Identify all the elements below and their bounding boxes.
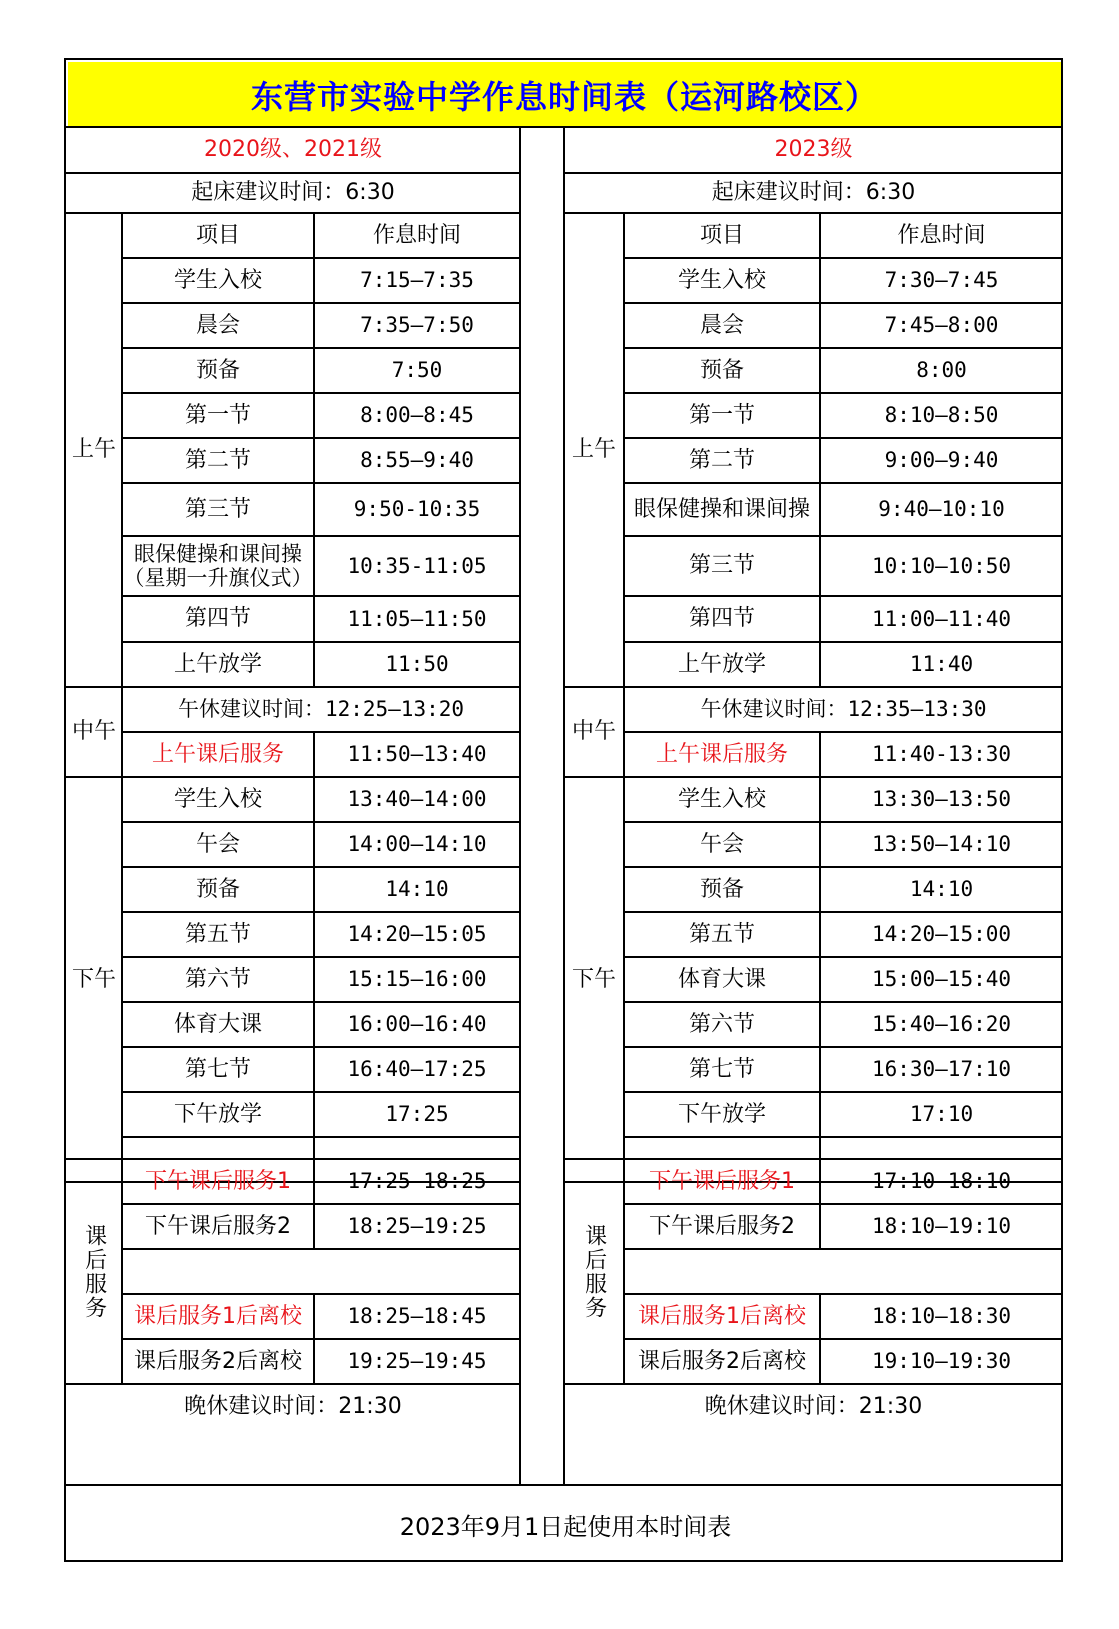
morning-time: 10:10—10:50 xyxy=(871,553,1012,578)
afternoon-item: 午会 xyxy=(699,831,744,857)
morning-label: 上午 xyxy=(571,437,616,463)
morning-item: 第一节 xyxy=(184,402,251,428)
header-item: 项目 xyxy=(699,222,744,248)
morning-item: 眼保健操和课间操 xyxy=(633,496,810,522)
noon-label: 中午 xyxy=(71,719,116,745)
leave-item: 课后服务2后离校 xyxy=(638,1348,806,1374)
grid-line xyxy=(121,213,123,777)
leave-time: 18:10—18:30 xyxy=(871,1304,1012,1329)
morning-time: 8:00—8:45 xyxy=(360,403,474,428)
morning-time: 11:00—11:40 xyxy=(871,606,1012,631)
grid-line xyxy=(623,213,625,777)
grade-heading: 2020级、2021级 xyxy=(204,137,382,163)
page-title: 东营市实验中学作息时间表（运河路校区） xyxy=(68,62,1061,127)
afternoon-item: 第五节 xyxy=(688,921,755,947)
leave-item: 课后服务2后离校 xyxy=(134,1348,302,1374)
morning-item: 第四节 xyxy=(184,606,251,632)
grid-line xyxy=(121,1159,123,1384)
afternoon-item: 第七节 xyxy=(688,1056,755,1082)
afternoon-time: 13:30—13:50 xyxy=(871,787,1012,812)
morning-time: 9:00—9:40 xyxy=(884,448,999,473)
morning-item: 学生入校 xyxy=(677,267,766,293)
morning-label: 上午 xyxy=(71,437,116,463)
morning-time: 9:40—10:10 xyxy=(878,497,1005,522)
afternoon-time: 17:10 xyxy=(909,1102,974,1127)
wake-time: 起床建议时间：6:30 xyxy=(191,180,395,206)
grid-line xyxy=(122,1248,520,1250)
service-item: 下午课后服务1 xyxy=(145,1168,291,1194)
service-label: 课后服务 xyxy=(81,1223,107,1320)
afternoon-time: 14:10 xyxy=(909,877,974,902)
afternoon-time: 13:50—14:10 xyxy=(871,832,1012,857)
afternoon-time: 17:25 xyxy=(385,1102,449,1127)
morning-time: 7:15—7:35 xyxy=(360,268,474,293)
grade-heading: 2023级 xyxy=(774,137,853,163)
leave-time: 19:10—19:30 xyxy=(871,1349,1012,1374)
afternoon-item: 第七节 xyxy=(184,1056,251,1082)
morning-item: 第一节 xyxy=(688,402,755,428)
grid-line xyxy=(624,1136,1063,1138)
afternoon-time: 14:20—15:00 xyxy=(871,922,1012,947)
grid-line xyxy=(819,1159,821,1249)
morning-time: 8:10—8:50 xyxy=(884,403,999,428)
morning-item: 第二节 xyxy=(688,447,755,473)
service-time: 17:25—18:25 xyxy=(347,1169,487,1194)
morning-time: 11:50 xyxy=(385,652,449,677)
afternoon-item: 预备 xyxy=(699,876,744,902)
afternoon-item: 第六节 xyxy=(184,966,251,992)
afternoon-item: 体育大课 xyxy=(173,1011,262,1037)
afternoon-time: 14:00—14:10 xyxy=(347,832,487,857)
morning-time: 8:55—9:40 xyxy=(360,448,474,473)
afternoon-item: 体育大课 xyxy=(677,966,766,992)
morning-item: 学生入校 xyxy=(173,267,262,293)
morning-item: 晨会 xyxy=(195,312,240,338)
header-time: 作息时间 xyxy=(372,222,461,248)
noon-rest-time: 午休建议时间：12:25—13:20 xyxy=(177,697,465,722)
effective-date-note: 2023年9月1日起使用本时间表 xyxy=(399,1512,732,1541)
afternoon-time: 16:30—17:10 xyxy=(871,1057,1012,1082)
grid-line xyxy=(313,1159,315,1249)
leave-item: 课后服务1后离校 xyxy=(134,1303,302,1329)
morning-time: 7:35—7:50 xyxy=(360,313,474,338)
service-item: 下午课后服务1 xyxy=(649,1168,795,1194)
grid-line xyxy=(313,213,315,687)
grid-line xyxy=(819,1294,821,1384)
sleep-time: 晚休建议时间：21:30 xyxy=(704,1393,923,1419)
noon-service-item: 上午课后服务 xyxy=(151,741,284,767)
afternoon-time: 15:00—15:40 xyxy=(871,967,1012,992)
afternoon-label: 下午 xyxy=(71,966,116,992)
grid-line xyxy=(624,1248,1063,1250)
afternoon-time: 15:15—16:00 xyxy=(347,967,487,992)
grid-line xyxy=(819,732,821,777)
noon-service-item: 上午课后服务 xyxy=(655,741,788,767)
leave-item: 课后服务1后离校 xyxy=(638,1303,806,1329)
afternoon-time: 13:40—14:00 xyxy=(347,787,487,812)
morning-item: 上午放学 xyxy=(677,651,766,677)
morning-item: 晨会 xyxy=(699,312,744,338)
afternoon-time: 14:20—15:05 xyxy=(347,922,487,947)
service-time: 18:10—19:10 xyxy=(871,1214,1012,1239)
morning-time: 11:40 xyxy=(909,652,974,677)
morning-item: 眼保健操和课间操（星期一升旗仪式） xyxy=(123,541,313,590)
service-item: 下午课后服务2 xyxy=(649,1213,795,1239)
leave-time: 18:25—18:45 xyxy=(347,1304,487,1329)
wake-time: 起床建议时间：6:30 xyxy=(711,180,916,206)
grid-line xyxy=(313,732,315,777)
grid-line xyxy=(313,777,315,1182)
afternoon-item: 预备 xyxy=(195,876,240,902)
noon-label: 中午 xyxy=(571,719,616,745)
afternoon-item: 学生入校 xyxy=(173,786,262,812)
afternoon-label: 下午 xyxy=(571,966,616,992)
service-time: 18:25—19:25 xyxy=(347,1214,487,1239)
noon-rest-time: 午休建议时间：12:35—13:30 xyxy=(700,697,987,722)
morning-time: 7:30—7:45 xyxy=(884,268,999,293)
schedule-sheet xyxy=(64,58,1063,1562)
morning-time: 7:45—8:00 xyxy=(884,313,999,338)
afternoon-time: 14:10 xyxy=(385,877,449,902)
morning-time: 11:05—11:50 xyxy=(347,606,487,631)
morning-time: 10:35-11:05 xyxy=(347,553,487,578)
afternoon-time: 16:00—16:40 xyxy=(347,1012,487,1037)
sleep-time: 晚休建议时间：21:30 xyxy=(184,1393,402,1419)
afternoon-item: 学生入校 xyxy=(677,786,766,812)
afternoon-item: 下午放学 xyxy=(173,1101,262,1127)
morning-time: 9:50-10:35 xyxy=(353,497,481,522)
afternoon-time: 15:40—16:20 xyxy=(871,1012,1012,1037)
noon-service-time: 11:40-13:30 xyxy=(871,742,1012,767)
morning-item: 预备 xyxy=(699,357,744,383)
morning-item: 第三节 xyxy=(184,496,251,522)
grid-line xyxy=(819,213,821,687)
service-item: 下午课后服务2 xyxy=(145,1213,291,1239)
morning-item: 第三节 xyxy=(688,553,755,579)
noon-service-time: 11:50—13:40 xyxy=(347,742,487,767)
service-label: 课后服务 xyxy=(581,1223,607,1320)
morning-item: 上午放学 xyxy=(173,651,262,677)
leave-time: 19:25—19:45 xyxy=(347,1349,487,1374)
morning-time: 7:50 xyxy=(391,358,443,383)
header-time: 作息时间 xyxy=(897,222,986,248)
service-time: 17:10—18:10 xyxy=(871,1169,1012,1194)
afternoon-time: 16:40—17:25 xyxy=(347,1057,487,1082)
afternoon-item: 第五节 xyxy=(184,921,251,947)
morning-time: 8:00 xyxy=(916,358,967,383)
grid-line xyxy=(122,1136,520,1138)
afternoon-item: 下午放学 xyxy=(677,1101,766,1127)
morning-item: 第四节 xyxy=(688,606,755,632)
grid-line xyxy=(623,1159,625,1384)
morning-item: 第二节 xyxy=(184,447,251,473)
afternoon-item: 第六节 xyxy=(688,1011,755,1037)
grid-line xyxy=(819,777,821,1182)
afternoon-item: 午会 xyxy=(195,831,240,857)
grid-line xyxy=(121,777,123,1182)
morning-item: 预备 xyxy=(195,357,240,383)
grid-line xyxy=(313,1294,315,1384)
grid-line xyxy=(623,777,625,1182)
header-item: 项目 xyxy=(195,222,240,248)
